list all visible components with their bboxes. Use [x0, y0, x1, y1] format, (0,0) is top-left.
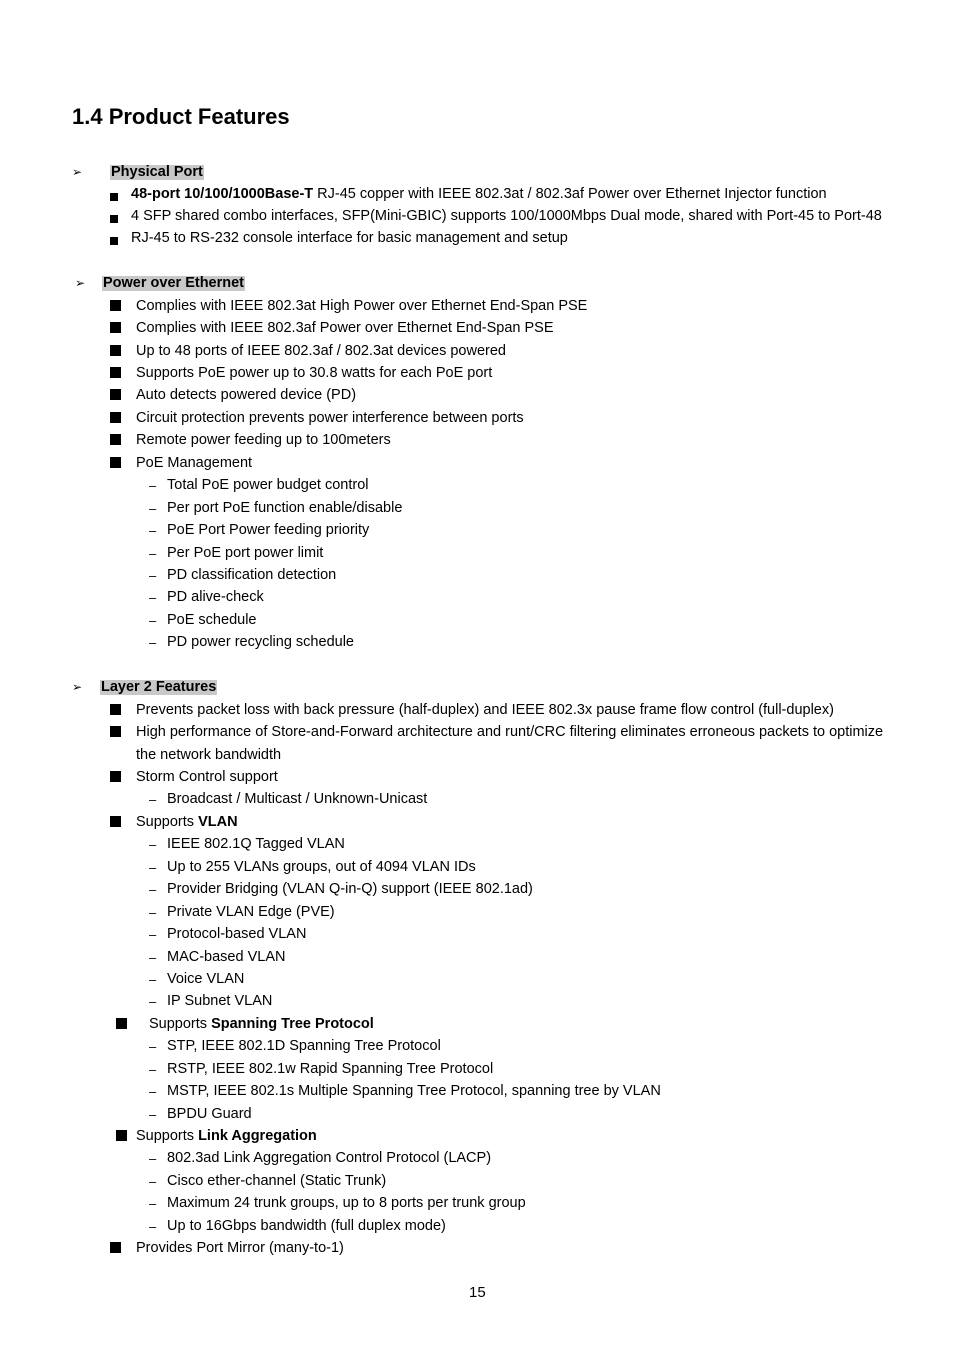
list-item: Storm Control support: [136, 769, 278, 785]
square-bullet-icon: [110, 389, 121, 404]
list-item: RJ-45 to RS-232 console interface for basic management and setup: [131, 230, 568, 246]
sub-list-item: Maximum 24 trunk groups, up to 8 ports per trunk group: [167, 1195, 526, 1211]
list-item: Complies with IEEE 802.3af Power over Ethernet End-Span PSE: [136, 320, 554, 336]
square-bullet-icon: [110, 704, 121, 719]
dash-bullet-icon: –: [149, 1151, 157, 1166]
square-bullet-icon: [110, 212, 118, 227]
square-bullet-icon: [110, 816, 121, 831]
sub-list-item: Per PoE port power limit: [167, 545, 324, 561]
square-bullet-icon: [110, 300, 121, 315]
section-heading-poe: Power over Ethernet: [103, 275, 245, 291]
dash-bullet-icon: –: [149, 1219, 157, 1234]
sub-list-item: Up to 255 VLANs groups, out of 4094 VLAN IDs: [167, 859, 476, 875]
list-item-bold: Link Aggregation: [198, 1128, 317, 1144]
sub-list-item: IEEE 802.1Q Tagged VLAN: [167, 836, 345, 852]
sub-list-item: Private VLAN Edge (PVE): [167, 904, 335, 920]
list-item-text: RJ-45 copper with IEEE 802.3at / 802.3af Power over Ethernet Injector function: [313, 186, 827, 202]
dash-bullet-icon: –: [149, 1196, 157, 1211]
list-item-continuation: the network bandwidth: [136, 747, 282, 763]
sub-list-item: STP, IEEE 802.1D Spanning Tree Protocol: [167, 1038, 441, 1054]
list-item: [149, 1017, 374, 1032]
sub-list-item: Protocol-based VLAN: [167, 926, 307, 942]
dash-bullet-icon: –: [149, 546, 157, 561]
dash-bullet-icon: –: [149, 1107, 157, 1122]
square-bullet-icon: [110, 345, 121, 360]
dash-bullet-icon: –: [149, 1039, 157, 1054]
sub-list-item: Total PoE power budget control: [167, 477, 369, 493]
list-item: 4 SFP shared combo interfaces, SFP(Mini-GBIC) supports 100/1000Mbps Dual mode, shared with Port-45 to Port-48: [131, 208, 882, 224]
list-item: Auto detects powered device (PD): [136, 387, 357, 403]
section-heading-layer2: Layer 2 Features: [101, 679, 217, 695]
sub-list-item: Up to 16Gbps bandwidth (full duplex mode): [167, 1218, 446, 1234]
dash-bullet-icon: –: [149, 523, 157, 538]
list-item: High performance of Store-and-Forward architecture and runt/CRC filtering eliminates erroneous packets to optimize: [136, 724, 884, 740]
dash-bullet-icon: –: [149, 613, 157, 628]
arrow-bullet-icon: ➢: [72, 165, 83, 179]
list-item: [136, 815, 238, 830]
dash-bullet-icon: –: [149, 1084, 157, 1099]
sub-list-item: Voice VLAN: [167, 971, 245, 987]
square-bullet-icon: [116, 1018, 127, 1033]
list-item: Remote power feeding up to 100meters: [136, 432, 391, 448]
list-item: Supports PoE power up to 30.8 watts for each PoE port: [136, 365, 493, 381]
section-heading-physical-port: Physical Port: [111, 164, 203, 180]
sub-list-item: PoE schedule: [167, 612, 257, 628]
square-bullet-icon: [110, 367, 121, 382]
list-item-bold: 48-port 10/100/1000Base-T: [131, 186, 314, 202]
sub-list-item: Provider Bridging (VLAN Q-in-Q) support (IEEE 802.1ad): [167, 881, 533, 897]
square-bullet-icon: [110, 726, 121, 741]
sub-list-item: RSTP, IEEE 802.1w Rapid Spanning Tree Protocol: [167, 1061, 494, 1077]
dash-bullet-icon: –: [149, 994, 157, 1009]
square-bullet-icon: [116, 1130, 127, 1145]
square-bullet-icon: [110, 322, 121, 337]
dash-bullet-icon: –: [149, 568, 157, 583]
dash-bullet-icon: –: [149, 1062, 157, 1077]
list-item-text: Supports: [149, 1016, 212, 1032]
dash-bullet-icon: –: [149, 792, 157, 807]
square-bullet-icon: [110, 412, 121, 427]
square-bullet-icon: [110, 190, 118, 205]
arrow-bullet-icon: ➢: [75, 276, 86, 290]
page-number: 15: [469, 1284, 486, 1301]
dash-bullet-icon: –: [149, 972, 157, 987]
list-item: [131, 187, 827, 202]
list-item: Prevents packet loss with back pressure (half-duplex) and IEEE 802.3x pause frame flow control (full-duplex): [136, 702, 834, 718]
dash-bullet-icon: –: [149, 860, 157, 875]
list-item-bold: VLAN: [198, 814, 238, 830]
square-bullet-icon: [110, 771, 121, 786]
list-item: PoE Management: [136, 455, 253, 471]
list-item: Circuit protection prevents power interference between ports: [136, 410, 524, 426]
dash-bullet-icon: –: [149, 635, 157, 650]
dash-bullet-icon: –: [149, 950, 157, 965]
sub-list-item: PD alive-check: [167, 589, 264, 605]
sub-list-item: PD power recycling schedule: [167, 634, 354, 650]
list-item: Complies with IEEE 802.3at High Power over Ethernet End-Span PSE: [136, 298, 588, 314]
square-bullet-icon: [110, 457, 121, 472]
sub-list-item: BPDU Guard: [167, 1106, 252, 1122]
dash-bullet-icon: –: [149, 905, 157, 920]
sub-list-item: Per port PoE function enable/disable: [167, 500, 403, 516]
sub-list-item: 802.3ad Link Aggregation Control Protocol (LACP): [167, 1150, 492, 1166]
square-bullet-icon: [110, 1242, 121, 1257]
sub-list-item: MSTP, IEEE 802.1s Multiple Spanning Tree Protocol, spanning tree by VLAN: [167, 1083, 661, 1099]
page-title: 1.4 Product Features: [72, 104, 290, 129]
sub-list-item: PoE Port Power feeding priority: [167, 522, 370, 538]
list-item-bold: Spanning Tree Protocol: [211, 1016, 374, 1032]
sub-list-item: Broadcast / Multicast / Unknown-Unicast: [167, 791, 428, 807]
list-item: Up to 48 ports of IEEE 802.3af / 802.3at devices powered: [136, 343, 506, 359]
sub-list-item: IP Subnet VLAN: [167, 993, 273, 1009]
dash-bullet-icon: –: [149, 478, 157, 493]
list-item: [136, 1129, 317, 1144]
sub-list-item: PD classification detection: [167, 567, 337, 583]
arrow-bullet-icon: ➢: [72, 680, 83, 694]
list-item: Provides Port Mirror (many-to-1): [136, 1240, 344, 1256]
list-item-text: Supports: [136, 814, 199, 830]
square-bullet-icon: [110, 234, 118, 249]
square-bullet-icon: [110, 434, 121, 449]
list-item-text: Supports: [136, 1128, 199, 1144]
dash-bullet-icon: –: [149, 837, 157, 852]
sub-list-item: MAC-based VLAN: [167, 949, 286, 965]
dash-bullet-icon: –: [149, 927, 157, 942]
dash-bullet-icon: –: [149, 1174, 157, 1189]
dash-bullet-icon: –: [149, 882, 157, 897]
dash-bullet-icon: –: [149, 590, 157, 605]
sub-list-item: Cisco ether-channel (Static Trunk): [167, 1173, 387, 1189]
dash-bullet-icon: –: [149, 501, 157, 516]
